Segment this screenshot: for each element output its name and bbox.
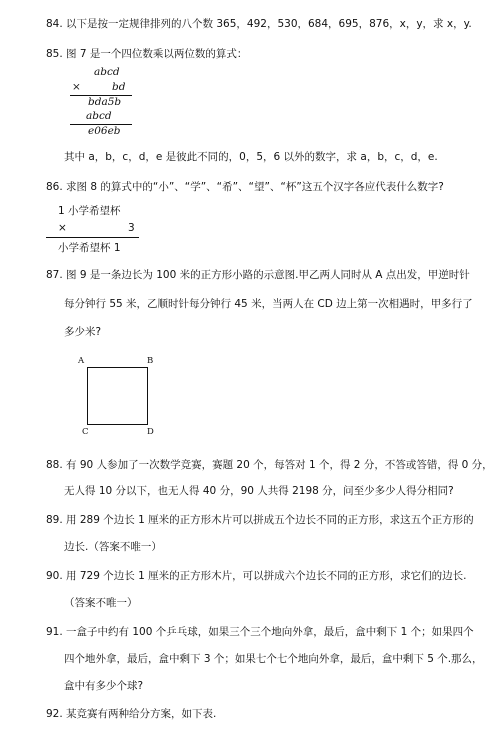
q86: 86. 求图 8 的算式中的“小”、“学”、“希”、“望”、“杯”这五个汉字各应代表什么数字? (46, 181, 444, 193)
q85-row-4: abcd (86, 110, 112, 122)
q88-line-2: 无人得 10 分以下，也无人得 40 分，90 人共得 2198 分，问至少多少人得分相同? (64, 485, 454, 497)
q91-line-2: 四个地外拿，最后，盒中剩下 3 个；如果七个七个地向外拿，最后，盒中剩下 5 个.那么， (64, 653, 483, 665)
vertex-d: D (147, 427, 154, 437)
q85-row-5: e06eb (88, 125, 121, 137)
q89-line-1: 89. 用 289 个边长 1 厘米的正方形木片可以拼成五个边长不同的正方形，求这五个正方形的 (46, 514, 474, 526)
vertex-b: B (147, 356, 154, 366)
q86-row-3: 小学希望杯 1 (58, 242, 121, 254)
q85-note: 其中 a，b，c，d，e 是彼此不同的，0，5，6 以外的数字，求 a，b，c，d，e. (64, 151, 438, 163)
q87-line-1: 87. 图 9 是一条边长为 100 米的正方形小路的示意图.甲乙两人同时从 A 点出发，甲逆时针 (46, 269, 470, 281)
q88-line-1: 88. 有 90 人参加了一次数学竞赛，赛题 20 个，每答对 1 个，得 2 分，不答或答错，得 0 分， (46, 459, 493, 471)
q86-row-2: 3 (128, 222, 135, 234)
q86-rule (46, 237, 139, 238)
q86-row-1: 1 小学希望杯 (58, 205, 121, 217)
vertex-c: C (82, 427, 89, 437)
q85-row-1: abcd (94, 66, 120, 78)
q87-line-2: 每分钟行 55 米，乙顺时针每分钟行 45 米，当两人在 CD 边上第一次相遇时，甲多行了 (64, 298, 473, 310)
q90-line-1: 90. 用 729 个边长 1 厘米的正方形木片，可以拼成六个边长不同的正方形，求它们的边长. (46, 570, 467, 582)
q90-line-2: （答案不唯一） (64, 597, 138, 609)
q87-line-3: 多少米? (64, 326, 102, 338)
q92: 92. 某竞赛有两种给分方案，如下表. (46, 708, 217, 720)
q85-times: × (72, 81, 81, 93)
q85: 85. 图 7 是一个四位数乘以两位数的算式： (46, 48, 248, 60)
q84: 84. 以下是按一定规律排列的八个数 365，492，530，684，695，876，x，y，求 x，y. (46, 18, 472, 30)
q91-line-3: 盒中有多少个球? (64, 680, 144, 692)
q89-line-2: 边长.（答案不唯一） (64, 541, 162, 553)
q91-line-1: 91. 一盒子中约有 100 个乒乓球，如果三个三个地向外拿，最后，盒中剩下 1 个；如果四个 (46, 626, 474, 638)
q85-row-2: bd (112, 81, 126, 93)
square-path (87, 367, 148, 425)
q85-row-3: bda5b (88, 96, 122, 108)
q86-times: × (58, 222, 67, 234)
vertex-a: A (78, 356, 85, 366)
